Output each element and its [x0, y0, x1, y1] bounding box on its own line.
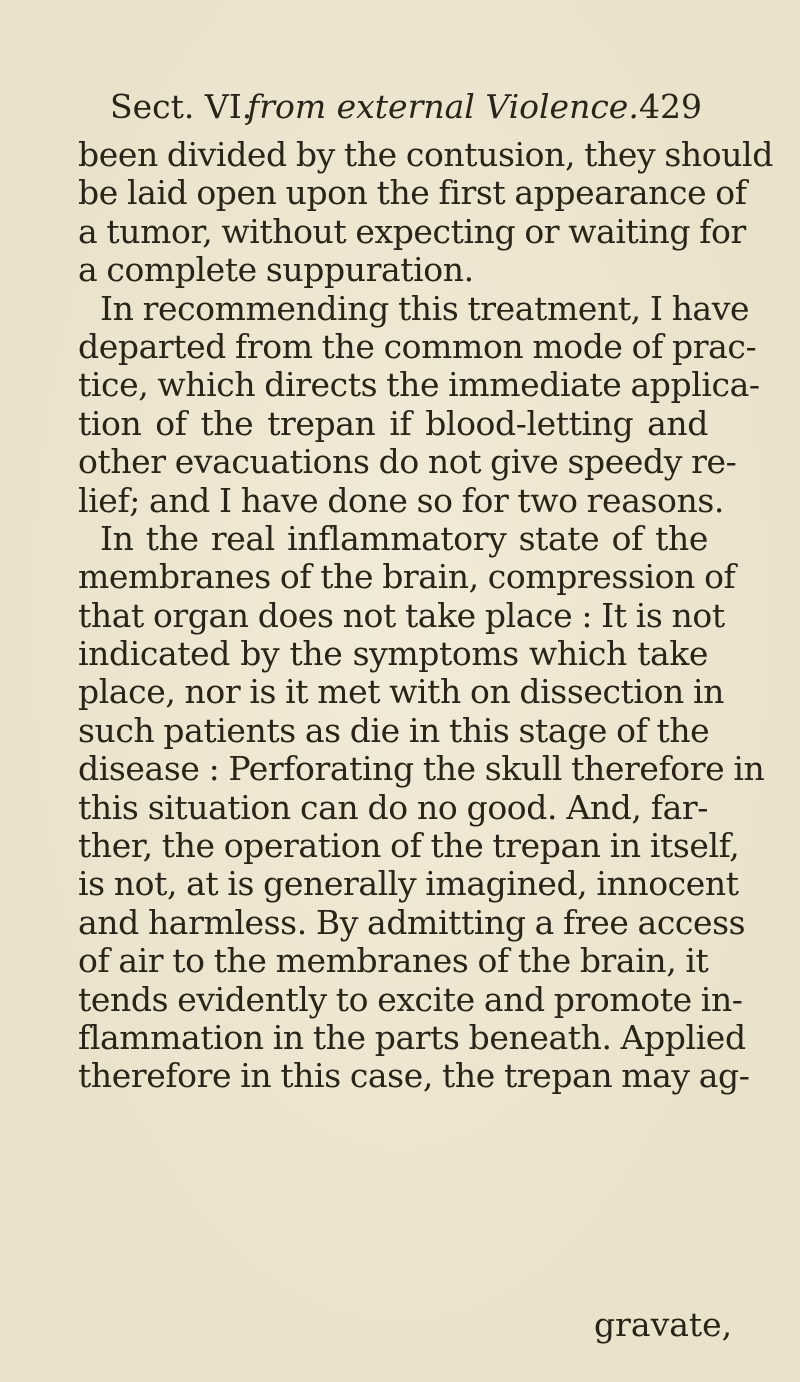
text-line: membranes of the brain, compression of	[78, 557, 736, 597]
text-line: ther, the operation of the trepan in itself,	[78, 826, 740, 866]
text-line: is not, at is generally imagined, innocent	[78, 864, 739, 904]
text-line: be laid open upon the first appearance of	[78, 173, 747, 213]
running-header	[110, 82, 702, 132]
text-line: a tumor, without expecting or waiting for	[78, 211, 746, 251]
catchword: gravate,	[594, 1305, 733, 1344]
text-line: departed from the common mode of prac-	[78, 326, 757, 366]
text-line: been divided by the contusion, they should	[78, 135, 773, 174]
text-line: lief; and I have done so for two reasons.	[78, 480, 724, 520]
text-line: flammation in the parts beneath. Applied	[78, 1017, 746, 1057]
text-line: disease : Perforating the skull therefore in	[78, 749, 765, 789]
text-line: that organ does not take place : It is not	[78, 595, 725, 635]
body-text	[78, 135, 773, 1096]
text-line: tion of the trepan if blood-letting and	[78, 403, 708, 443]
text-line: tends evidently to excite and promote in-	[78, 979, 743, 1019]
text-line: other evacuations do not give speedy re-	[78, 442, 737, 482]
text-line: of air to the membranes of the brain, it	[78, 941, 709, 981]
text-line: In the real inflammatory state of the	[100, 518, 708, 558]
text-line: tice, which directs the immediate applica-	[78, 365, 760, 405]
section-label: Sect. VI.	[110, 87, 253, 126]
text-line: a complete suppuration.	[78, 250, 474, 290]
text-line: indicated by the symptoms which take	[78, 634, 708, 674]
text-line: and harmless. By admitting a free access	[78, 902, 746, 942]
text-line: this situation can do no good. And, far-	[78, 787, 708, 827]
text-line: such patients as die in this stage of the	[78, 710, 710, 750]
text-line: place, nor is it met with on dissection in	[78, 672, 724, 712]
text-line: therefore in this case, the trepan may ag-	[78, 1056, 750, 1096]
text-line: In recommending this treatment, I have	[100, 288, 750, 328]
chapter-title: from external Violence.	[247, 87, 639, 126]
page-number: 429	[639, 87, 702, 126]
